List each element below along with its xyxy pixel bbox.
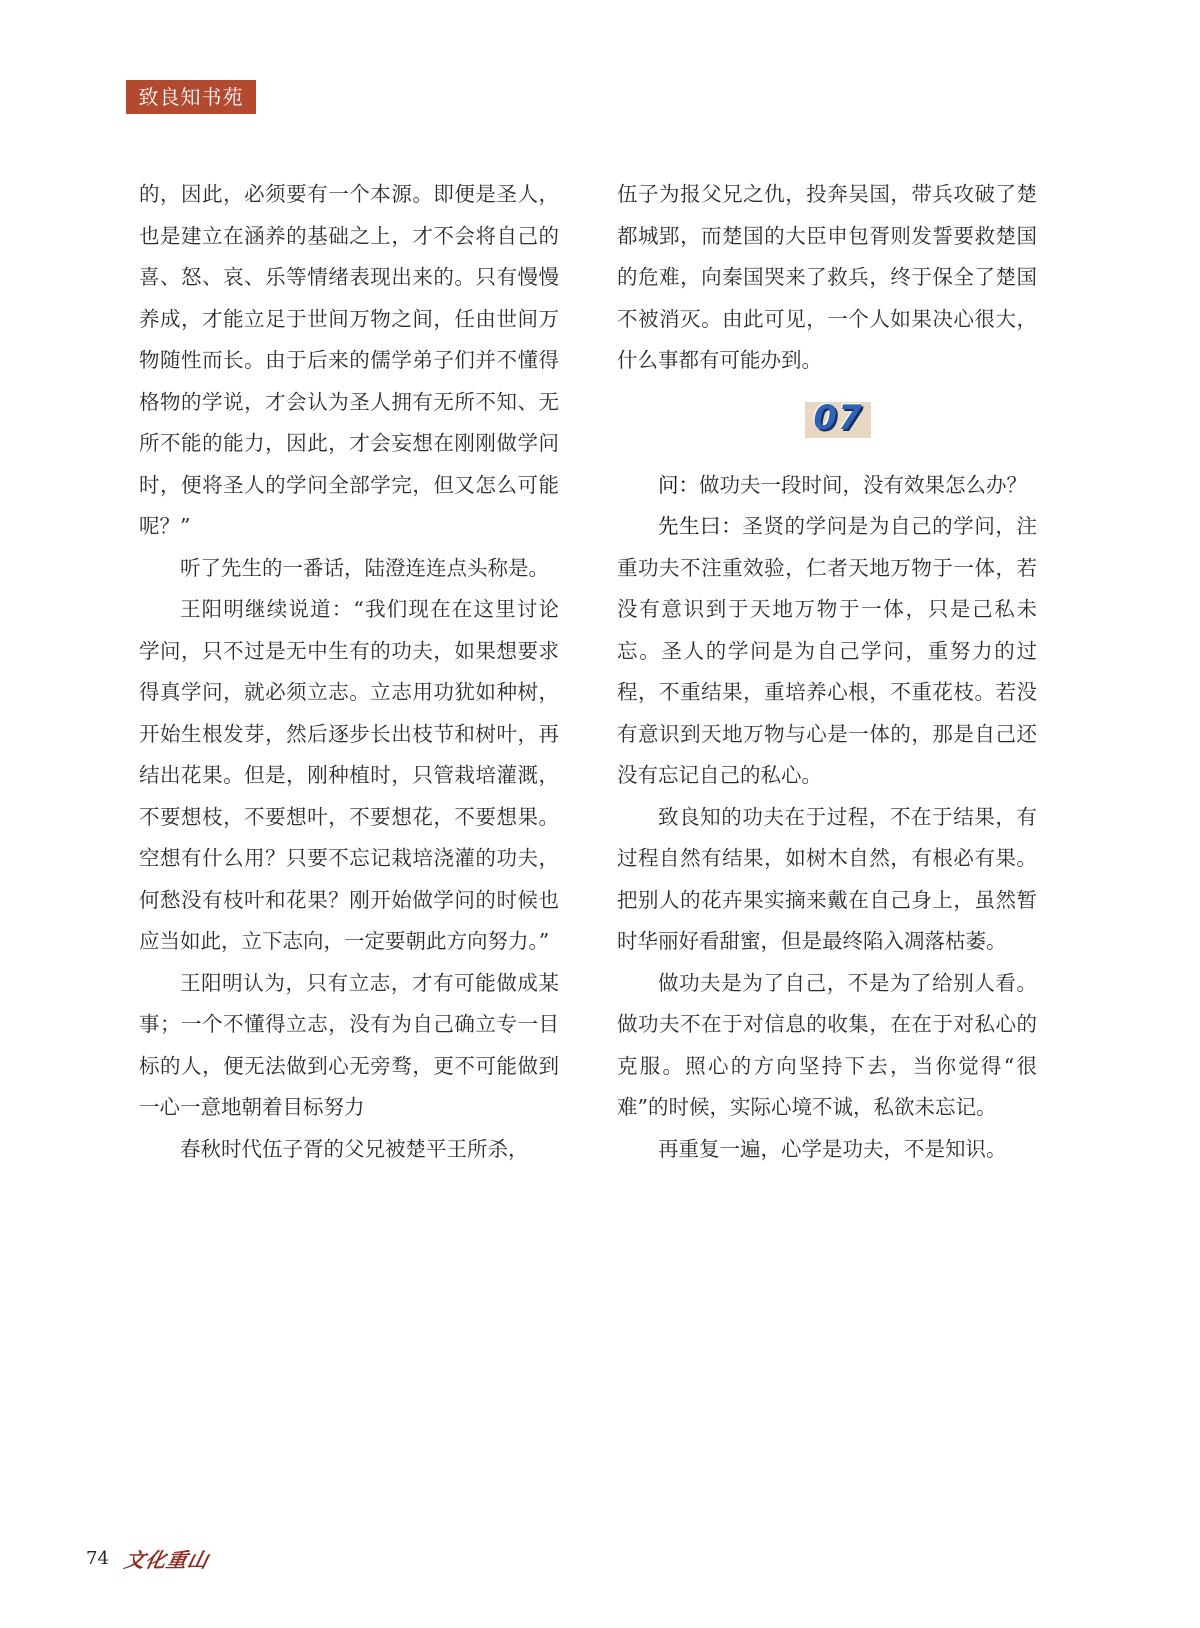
section-number-badge [805,397,871,438]
body-paragraph: 致良知的功夫在于过程，不在于结果，有过程自然有结果，如树木自然，有根必有果。把别人的花卉果实摘来戴在自己身上，虽然暂时华丽好看甜蜜，但是最终陷入凋落枯萎。 [617,804,1037,953]
question-paragraph [617,465,1037,507]
section-number: 07 [813,397,863,438]
body-paragraph: 做功夫是为了自己，不是为了给别人看。做功夫不在于对信息的收集，在在于对私心的克服。照心的方向坚持下去，当你觉得“很难”的时候，实际心境不诚，私欲未忘记。 [617,970,1037,1119]
left-column [139,174,559,1170]
magazine-logo: 文化重山 [122,1548,212,1572]
body-paragraph: 听了先生的一番话，陆澄连连点头称是。 [180,555,549,580]
question-text: 做功夫一段时间，没有效果怎么办？ [699,472,1027,497]
body-paragraph: 再重复一遍，心学是功夫，不是知识。 [658,1136,1007,1161]
section-tag: 致良知书苑 [126,80,256,114]
body-paragraph: 王阳明认为，只有立志，才有可能做成某事；一个不懂得立志，没有为自己确立专一目标的人，便无法做到心无旁骛，更不可能做到一心一意地朝着目标努力 [139,970,559,1119]
body-paragraph: 王阳明继续说道：“我们现在在这里讨论学问，只不过是无中生有的功夫，如果想要求得真学问，就必须立志。立志用功犹如种树，开始生根发芽，然后逐步长出枝节和树叶，再结出花果。但是，刚种植时，只管栽培灌溉，不要想枝，不要想叶，不要想花，不要想果。空想有什么用？只要不忘记栽培浇灌的功夫，何愁没有枝叶和花果？刚开始做学问的时候也应当如此，立下志向，一定要朝此方向努力。” [139,597,559,953]
body-paragraph: 的，因此，必须要有一个本源。即便是圣人，也是建立在涵养的基础之上，才不会将自己的喜、怒、哀、乐等情绪表现出来的。只有慢慢养成，才能立足于世间万物之间，任由世间万物随性而长。由于后来的儒学弟子们并不懂得格物的学说，才会认为圣人拥有无所不知、无所不能的能力，因此，才会妄想在刚刚做学问时，便将圣人的学问全部学完，但又怎么可能呢？” [139,182,559,538]
answer-label: 先生曰： [658,514,743,538]
page-number: 74 [86,1548,109,1569]
section-number-badge-wrap [617,382,1037,465]
answer-paragraph [617,506,1037,797]
right-column [617,174,1037,1170]
question-label: 问： [658,472,699,497]
answer-text: 圣贤的学问是为自己的学问，注重功夫不注重效验，仁者天地万物于一体，若没有意识到于天地万物于一体，只是己私未忘。圣人的学问是为自己学问，重努力的过程，不重结果，重培养心根，不重花枝。若没有意识到天地万物与心是一体的，那是自己还没有忘记自己的私心。 [617,514,1038,787]
body-paragraph: 春秋时代伍子胥的父兄被楚平王所杀， [180,1136,529,1161]
body-paragraph: 伍子为报父兄之仇，投奔吴国，带兵攻破了楚都城郢，而楚国的大臣申包胥则发誓要救楚国的危难，向秦国哭来了救兵，终于保全了楚国不被消灭。由此可见，一个人如果决心很大，什么事都有可能办到。 [617,182,1037,372]
